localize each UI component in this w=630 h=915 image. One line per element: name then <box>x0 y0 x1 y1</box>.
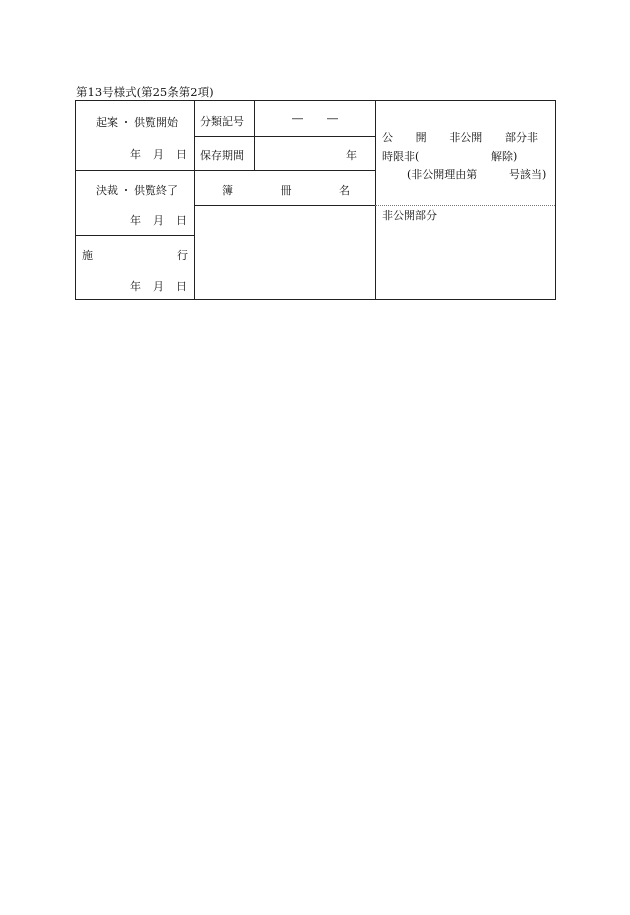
form-table <box>75 100 556 300</box>
jigen-label: 時限非( <box>382 150 420 163</box>
kian-label <box>96 114 178 130</box>
year-label: 年 <box>130 148 141 161</box>
kessai-label-part: ・ <box>120 184 132 197</box>
bosatsu-char: 冊 <box>280 184 292 197</box>
shiko-label-part: 施 <box>82 249 93 262</box>
divider <box>194 136 375 137</box>
shiko-label-part: 行 <box>177 249 188 262</box>
divider <box>194 205 375 206</box>
bosatsu-char: 簿 <box>222 184 233 197</box>
divider <box>375 101 376 299</box>
kian-label-part: 起案 <box>96 116 118 129</box>
kessai-label <box>96 182 178 198</box>
kaijo-label: 解除) <box>491 150 518 163</box>
divider <box>76 235 194 236</box>
dash: ― <box>292 112 303 125</box>
reason-label: (非公開理由第 <box>407 168 478 181</box>
bunrui-value <box>292 112 338 125</box>
disclosure-options <box>382 129 538 145</box>
day-label: 日 <box>176 214 187 227</box>
hikokai-bubun-label: 非公開部分 <box>382 209 437 222</box>
year-label: 年 <box>130 280 141 293</box>
kessai-label-part: 供覧終了 <box>134 184 178 197</box>
kessai-label-part: 決裁 <box>96 184 118 197</box>
divider <box>194 170 375 171</box>
kessai-date <box>130 212 187 228</box>
bunrui-label: 分類記号 <box>200 115 244 128</box>
hozon-unit: 年 <box>346 149 357 162</box>
day-label: 日 <box>176 280 187 293</box>
kian-date <box>130 146 187 162</box>
year-label: 年 <box>130 214 141 227</box>
dash: ― <box>327 112 338 125</box>
option-kou: 公 <box>382 131 393 144</box>
shiko-label <box>82 247 188 263</box>
option-hikokai: 非公開 <box>449 131 483 144</box>
month-label: 月 <box>153 280 164 293</box>
gaito-label: 号該当) <box>509 168 547 181</box>
form-title: 第13号様式(第25条第2項) <box>76 85 214 99</box>
option-kai: 開 <box>415 131 427 144</box>
option-bubunhi: 部分非 <box>504 131 538 144</box>
kian-label-part: ・ <box>120 116 132 129</box>
month-label: 月 <box>153 148 164 161</box>
bosatsu-char: 名 <box>339 184 350 197</box>
month-label: 月 <box>153 214 164 227</box>
divider <box>76 170 194 171</box>
day-label: 日 <box>176 148 187 161</box>
shiko-date <box>130 278 187 294</box>
divider <box>194 101 195 299</box>
bosatsu-label <box>222 182 350 198</box>
dotted-divider <box>375 205 555 206</box>
kian-label-part: 供覧開始 <box>134 116 178 129</box>
hozon-label: 保存期間 <box>200 149 244 162</box>
